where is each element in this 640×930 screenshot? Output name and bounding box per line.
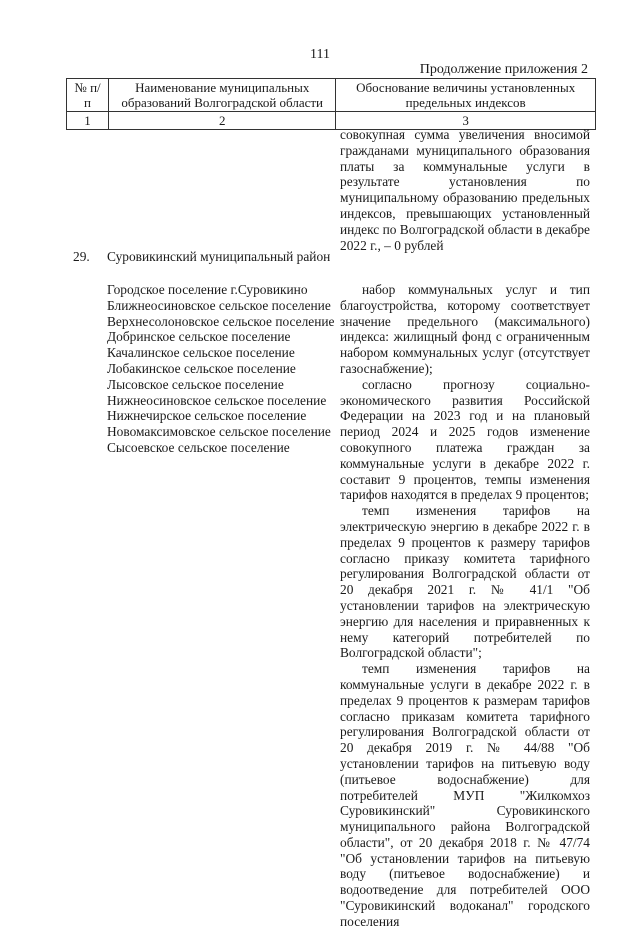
continuation-label: Продолжение приложения 2 — [419, 62, 588, 77]
previous-entry-paragraph: совокупная сумма увеличения вносимой гражданами муниципального образования платы за коммунальные услуги в результате установления по муниципальному образованию предельных индексов, превышающих установленный индекс по Волгоградской области в декабре 2022 г., – 0 рублей — [340, 127, 590, 253]
settlement-item: Лысовское сельское поселение — [107, 376, 284, 392]
header-num-2: 2 — [109, 112, 336, 130]
header-col-justification: Обоснование величины установленных предельных индексов — [336, 79, 596, 112]
settlement-item: Нижнеосиновское сельское поселение — [107, 392, 327, 408]
entry-number: 29. — [73, 249, 90, 264]
header-col-name: Наименование муниципальных образований Волгоградской области — [109, 79, 336, 112]
justification-paragraph: набор коммунальных услуг и тип благоустройства, которому соответствует значение предельного (максимального) индекса: жилищный фонд с ограниченным набором коммунальных услуг (отсутствует газоснабжение); — [340, 282, 590, 376]
settlement-item: Качалинское сельское поселение — [107, 345, 295, 361]
justification-paragraph: темп изменения тарифов на электрическую энергию в декабре 2022 г. в пределах 9 процентов к размеру тарифов согласно приказу комитета тарифного регулирования Волгоградской области от 20 декабря 2021 г. № 41/1 "Об установлении тарифов на электрическую энергию для населения и приравненных к нему категорий потребителей по Волгоградской области"; — [340, 503, 590, 661]
page-number: 111 — [310, 47, 330, 62]
header-num-1: 1 — [67, 112, 109, 130]
appendix-table-header — [66, 78, 596, 130]
header-col-number: № п/п — [67, 79, 109, 112]
previous-entry-text — [340, 127, 590, 253]
justification-paragraph: согласно прогнозу социально-экономического развития Российской Федерации на 2023 год и на плановый период 2024 и 2025 годов изменение совокупного платежа граждан за коммунальные услуги в декабре 2022 г. составит 9 процентов, темпы изменения тарифов находятся в пределах 9 процентов; — [340, 376, 590, 503]
settlement-item: Новомаксимовское сельское поселение — [107, 424, 331, 440]
settlement-item: Верхнесолоновское сельское поселение — [107, 313, 335, 329]
settlement-item: Добринское сельское поселение — [107, 329, 291, 345]
settlement-item: Городское поселение г.Суровикино — [107, 282, 308, 297]
settlement-list — [107, 282, 334, 456]
settlement-item: Сысоевское сельское поселение — [107, 439, 290, 455]
justification-text — [340, 282, 590, 930]
justification-paragraph: темп изменения тарифов на коммунальные услуги в декабре 2022 г. в пределах 9 процентов к размерам тарифов согласно приказам комитета тарифного регулирования Волгоградской области от 20 декабря 2019 г. № 44/88 "Об установлении тарифов на питьевую воду (питьевое водоснабжение) для потребителей МУП "Жилкомхоз Суровикинский" Суровикинского муниципального района Волгоградской области", от 20 декабря 2018 г. № 47/74 "Об установлении тарифов на питьевую воду (питьевое водоснабжение) и водоотведение для потребителей ООО "Суровикинский водоканал" городского поселения — [340, 661, 590, 929]
header-num-3: 3 — [336, 112, 596, 130]
settlement-item: Лобакинское сельское поселение — [107, 360, 296, 376]
settlement-item: Нижнечирское сельское поселение — [107, 408, 307, 424]
district-name: Суровикинский муниципальный район — [107, 249, 331, 264]
settlement-item: Ближнеосиновское сельское поселение — [107, 297, 331, 313]
